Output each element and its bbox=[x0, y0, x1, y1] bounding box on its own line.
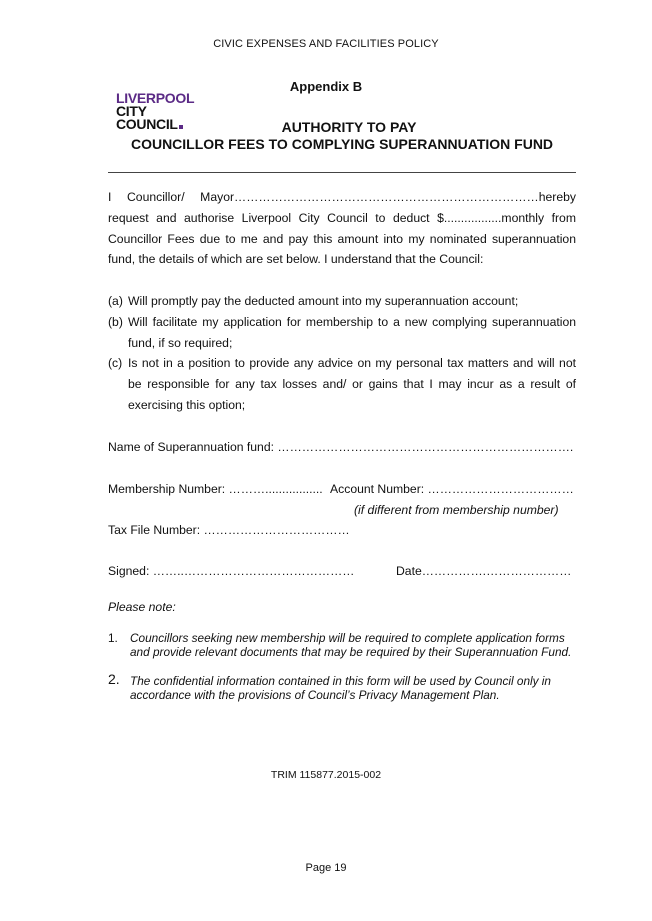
form-title-line-2: COUNCILLOR FEES TO COMPLYING SUPERANNUATION FUND bbox=[130, 136, 554, 152]
intro-paragraph bbox=[108, 187, 576, 270]
list-item bbox=[108, 353, 576, 415]
membership-number-field[interactable]: Membership Number: ………................. bbox=[108, 482, 323, 496]
trim-reference: TRIM 115877.2015-002 bbox=[270, 769, 382, 781]
list-item-text: Will promptly pay the deducted amount into my superannuation account; bbox=[128, 294, 519, 308]
title-divider bbox=[108, 172, 576, 173]
note-marker: 2. bbox=[108, 671, 120, 687]
notes-list bbox=[108, 632, 576, 718]
council-undertakings-list bbox=[108, 291, 576, 416]
list-marker: (c) bbox=[108, 356, 123, 371]
list-item-text: Is not in a position to provide any advice on my personal tax matters and will not be responsible for any tax losses and/ or gains that I may incur as a result of exercising this option; bbox=[128, 356, 576, 412]
list-marker: (a) bbox=[108, 294, 123, 308]
please-note-heading: Please note: bbox=[108, 600, 176, 614]
list-item bbox=[108, 291, 576, 312]
note-item bbox=[108, 671, 576, 702]
page-number: Page 19 bbox=[305, 862, 347, 874]
note-item bbox=[108, 632, 576, 659]
logo-line-2: CITY bbox=[116, 103, 147, 119]
logo-line-1: LIVERPOOL bbox=[116, 90, 195, 106]
tax-file-number-field[interactable]: Tax File Number: ……………………………… bbox=[108, 523, 350, 537]
form-title-line-1: AUTHORITY TO PAY bbox=[281, 119, 417, 135]
account-number-note: (if different from membership number) bbox=[354, 503, 559, 517]
note-text: Councillors seeking new membership will be required to complete application forms and provide relevant documents that may be required by their Superannuation Fund. bbox=[130, 631, 572, 659]
logo-line-3: COUNCIL bbox=[116, 116, 178, 132]
list-marker: (b) bbox=[108, 314, 123, 329]
date-field[interactable]: Date…………….………………… bbox=[396, 564, 572, 578]
account-number-field[interactable]: Account Number: ……………………………… bbox=[330, 482, 574, 496]
fund-name-field[interactable]: Name of Superannuation fund: ………………………………………………………………. bbox=[108, 440, 574, 454]
intro-text: I Councillor/ Mayor…………………………………………………………………hereby request and authorise Liverpool City Council to deduct $.................monthly from Councillor Fees due to me and pay this amount into my nominated superannuation fund, the details of which are set below. I understand that the Council: bbox=[108, 190, 576, 267]
running-header: CIVIC EXPENSES AND FACILITIES POLICY bbox=[213, 38, 439, 50]
note-text: The confidential information contained in this form will be used by Council only in accordance with the provisions of Council’s Privacy Management Plan. bbox=[130, 674, 551, 702]
appendix-label: Appendix B bbox=[289, 79, 363, 94]
note-marker: 1. bbox=[108, 631, 118, 645]
list-item-text: Will facilitate my application for membership to a new complying superannuation fund, if so required; bbox=[128, 314, 576, 350]
signature-field[interactable]: Signed: ……..…………………………………… bbox=[108, 564, 355, 578]
list-item bbox=[108, 312, 576, 354]
